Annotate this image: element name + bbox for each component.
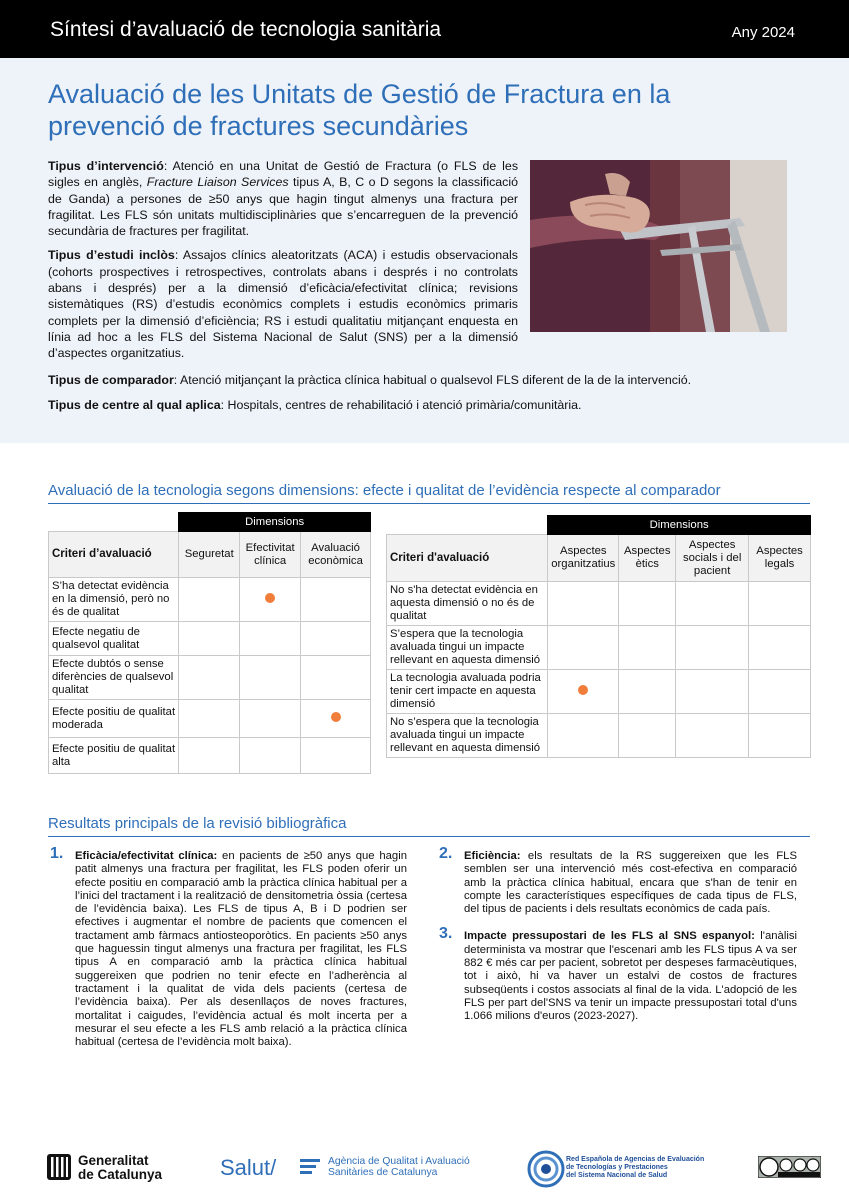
result-text: en pacients de ≥50 anys que hagin patit almenys una fractura per fragilitat, les FLS poden oferir un efecte positiu en comparació amb la pràctica clínica habitual per a l’inici del tractament i la realització de densitometria òssia (certesa de l’evidència baixa). Les FLS de tipus A, B i D podrien ser efectives i augmentar el nombre de pacients que comencen el tractament amb fàrmacs antiosteoporòtics. En pacients ≥50 anys que haguessin tingut almenys una fractura per fragilitat, les FLS tipus A en comparació amb la pràctica clínica habitual suggereixen que podrien no tenir efecte en l’adherència al tractament i la qualitat de vida dels pacients (certesa de l’evidència baixa). Per als desenllaços de noves fractures, mortalitat i caigudes, l’evidència actual és molt incerta per a mesurar el seu efecte a les FLS amb relació a la pràctica clínica habitual (certesa de l’evidència molt baixa). xyxy=(75,850,407,1049)
comparator-text: : Atenció mitjançant la pràctica clínica habitual o qualsevol FLS diferent de la de la intervenció. xyxy=(173,373,692,387)
comparator-label: Tipus de comparador xyxy=(48,373,174,387)
table-cell xyxy=(676,626,749,670)
intro-text xyxy=(48,158,518,370)
table-cell xyxy=(676,670,749,714)
result-text: l'anàlisi determinista va mostrar que l'escenari amb les FLS tipus A va ser 882 € més car per pacient, sobretot per despeses farmacèutiques, tot i això, hi va haver un estalvi de costos de fractures subseqüents i costos associats al final de la vida. L'adopció de les FLS per part del'SNS va tenir un impacte pressupostari total d'uns 1.066 milions d'euros (2023-2027). xyxy=(464,930,797,1023)
result-number: 3. xyxy=(439,925,453,943)
table1-col-efectivitat: Efectivitat clínica xyxy=(240,532,301,578)
table2-col-etics: Aspectes ètics xyxy=(619,535,676,582)
study-label: Tipus d’estudi inclòs xyxy=(48,248,175,263)
table2-blank xyxy=(387,516,548,535)
header-year: Any 2024 xyxy=(731,24,795,41)
table-cell xyxy=(179,622,240,656)
table-cell xyxy=(301,622,371,656)
aquas-logo-icon xyxy=(300,1157,320,1175)
walker-photo-illustration xyxy=(530,160,787,332)
result-item xyxy=(48,845,407,1049)
aquas-line1: Agència de Qualitat i Avaluació xyxy=(328,1156,470,1167)
table-cell xyxy=(676,714,749,758)
table1-dimensions-header: Dimensions xyxy=(179,513,371,532)
intervention-text-a: : Atenció en una Unitat de Gestió de Fractura (o FLS de les sigles en anglès, xyxy=(48,159,519,190)
red-agencias-logo-icon xyxy=(527,1150,565,1188)
aquas-logo-text xyxy=(328,1156,470,1178)
result-label: Eficiència: xyxy=(464,850,521,862)
walker-photo xyxy=(530,160,787,332)
table-cell xyxy=(749,582,811,626)
table-cell xyxy=(548,626,619,670)
dimensions-table-1 xyxy=(48,512,371,774)
result-item xyxy=(437,845,797,916)
result-label: Impacte pressupostari de les FLS al SNS espanyol: xyxy=(464,930,755,943)
table-row: Efecte positiu de qualitat moderada xyxy=(49,700,179,738)
table2-dimensions-header: Dimensions xyxy=(548,516,811,535)
intervention-text-b: tipus A, B, C o D segons la classificació de Ganda) a persones de ≥50 anys que hagin tingut almenys una fractura per fragilitat. Les FLS són unitats multidisciplinàries que s’encarreguen de la prevenció secundària de fractures per fragilitat. xyxy=(48,175,519,239)
result-item xyxy=(437,925,797,1023)
intervention-paragraph xyxy=(48,158,518,239)
red-line1: Red Española de Agencias de Evaluación xyxy=(566,1156,705,1163)
table-row: Efecte positiu de qualitat alta xyxy=(49,738,179,774)
centre-paragraph xyxy=(48,397,808,413)
generalitat-logo-icon xyxy=(47,1154,71,1180)
dimensions-table-2 xyxy=(386,515,811,758)
result-label: Eficàcia/efectivitat clínica: xyxy=(75,850,218,862)
table2-criteria-header: Criteri d'avaluació xyxy=(387,535,548,582)
table1-col-seguretat: Seguretat xyxy=(179,532,240,578)
table-row: No s’espera que la tecnologia avaluada tingui un impacte rellevant en aquesta dimensió xyxy=(387,714,548,758)
table-cell xyxy=(179,738,240,774)
centre-label: Tipus de centre al qual aplica xyxy=(48,398,221,413)
study-paragraph xyxy=(48,247,518,361)
table-cell xyxy=(619,670,676,714)
table-row: No s'ha detectat evidència en aquesta dimensió o no és de qualitat xyxy=(387,582,548,626)
generalitat-logo-text xyxy=(78,1154,162,1182)
red-line3: del Sistema Nacional de Salud xyxy=(566,1172,668,1179)
table-cell xyxy=(301,738,371,774)
table-cell xyxy=(301,656,371,700)
intervention-label: Tipus d’intervenció xyxy=(48,159,164,173)
table-cell xyxy=(240,622,301,656)
table-row: La tecnologia avaluada podria tenir cert impacte en aquesta dimensió xyxy=(387,670,548,714)
table1-criteria-header: Criteri d’avaluació xyxy=(49,532,179,578)
table-cell xyxy=(676,582,749,626)
top-bar xyxy=(0,0,849,58)
table-cell xyxy=(301,578,371,622)
table-cell xyxy=(548,714,619,758)
table1-blank xyxy=(49,513,179,532)
table-row: S’ha detectat evidència en la dimensió, però no és de qualitat xyxy=(49,578,179,622)
centre-text: : Hospitals, centres de rehabilitació i atenció primària/comunitària. xyxy=(220,398,582,413)
table-cell xyxy=(749,626,811,670)
table2-col-organitzatius: Aspectes organitzatius xyxy=(548,535,619,582)
table-cell xyxy=(619,626,676,670)
red-line2: de Tecnologías y Prestaciones xyxy=(566,1164,668,1171)
table-cell xyxy=(240,656,301,700)
evidence-dot-icon xyxy=(265,593,275,603)
table-cell xyxy=(619,582,676,626)
aquas-line2: Sanitàries de Catalunya xyxy=(328,1167,438,1178)
evidence-dot-icon xyxy=(331,712,341,722)
footer xyxy=(0,1145,849,1195)
table-cell xyxy=(548,582,619,626)
table2-col-legals: Aspectes legals xyxy=(749,535,811,582)
results-column-right xyxy=(437,845,797,1034)
intervention-text-italic: Fracture Liaison Services xyxy=(146,175,289,190)
table1-col-economica: Avaluació econòmica xyxy=(301,532,371,578)
table-cell xyxy=(619,714,676,758)
result-number: 1. xyxy=(50,845,64,862)
comparator-paragraph xyxy=(48,372,808,388)
table-cell xyxy=(548,670,619,714)
table-row: Efecte dubtós o sense diferències de qualsevol qualitat xyxy=(49,656,179,700)
table-row: Efecte negatiu de qualsevol qualitat xyxy=(49,622,179,656)
table-cell xyxy=(240,738,301,774)
evidence-dot-icon xyxy=(578,685,588,695)
header-title: Síntesi d’avaluació de tecnologia sanitària xyxy=(50,18,442,41)
table-cell xyxy=(240,700,301,738)
study-text: : Assajos clínics aleatoritzats (ACA) i estudis observacionals (cohorts prospectives i retrospectives, controlats abans i després i no controlats abans i després) per a la dimensió d’eficàcia/efectivitat clínica; revisions sistemàtiques (RS) d’estudis econòmics complets i estudis econòmics primaris complets per la dimensió d’eficiència; RS i estudi qualitatiu mitjançant enquesta en línia ad hoc a les FLS del Sistema Nacional de Salut (SNS) per a la dimensió d’aspectes organitzatius. xyxy=(48,248,518,361)
table-cell xyxy=(240,578,301,622)
generalitat-line2: de Catalunya xyxy=(78,1167,163,1182)
section-title-results: Resultats principals de la revisió bibliogràfica xyxy=(48,815,810,837)
table-row: S’espera que la tecnologia avaluada tingui un impacte rellevant en aquesta dimensió xyxy=(387,626,548,670)
page-title: Avaluació de les Unitats de Gestió de Fractura en la prevenció de fractures secundàries xyxy=(48,79,671,141)
table-cell xyxy=(179,700,240,738)
result-number: 2. xyxy=(439,845,453,862)
results-column-left xyxy=(48,845,407,1059)
generalitat-line1: Generalitat xyxy=(78,1153,149,1168)
table-cell xyxy=(301,700,371,738)
table-cell xyxy=(179,578,240,622)
table-cell xyxy=(749,714,811,758)
section-title-dimensions: Avaluació de la tecnologia segons dimensions: efecte i qualitat de l’evidència respecte al comparador xyxy=(48,482,810,504)
table-cell xyxy=(179,656,240,700)
intro-wide-text xyxy=(48,372,808,423)
table2-col-socials: Aspectes socials i del pacient xyxy=(676,535,749,582)
red-agencias-logo-text xyxy=(566,1156,704,1180)
result-text: els resultats de la RS suggereixen que les FLS semblen ser una intervenció més cost-efectiva en comparació amb la pràctica clínica habitual, encara que s'han de tenir en compte les característiques específiques de cada tipus de FLS, del tipus de pacients i dels resultats econòmics de cada país. xyxy=(464,850,797,916)
table-cell xyxy=(749,670,811,714)
salut-logo-text: Salut/ xyxy=(220,1155,277,1180)
creative-commons-icon xyxy=(758,1156,821,1178)
